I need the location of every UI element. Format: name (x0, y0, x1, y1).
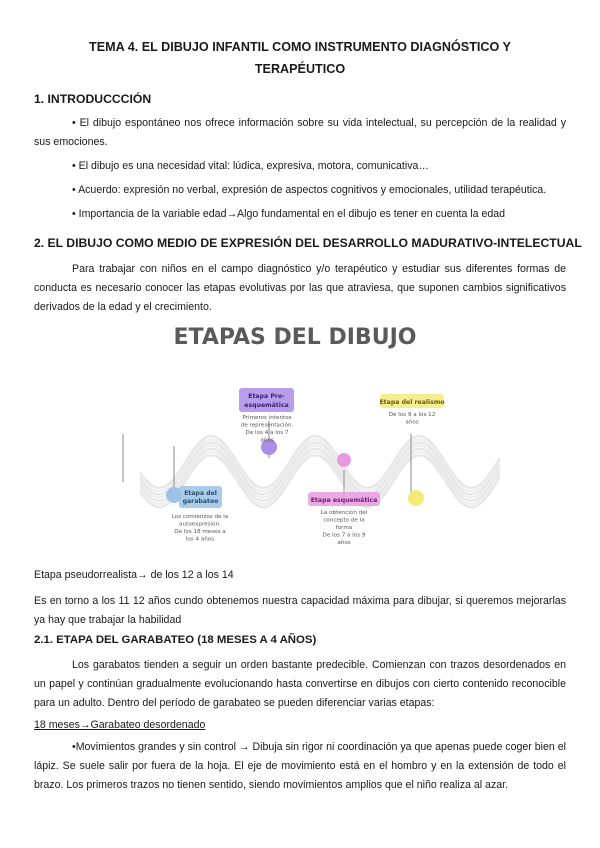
stage-dot-realismo (408, 490, 424, 506)
stage-desc-line: De los 4 a los 7 (245, 430, 289, 436)
stage-desc-line: autoexpresión. (179, 521, 221, 528)
stage-desc-line: Primeros intentos (242, 415, 292, 421)
stage-desc-esquematica (321, 509, 368, 546)
subheading-garabateo-desordenado: 18 meses→Garabateo desordenado (34, 719, 206, 731)
bullet-item: • Importancia de la variable edad→Algo fundamental en el dibujo es tener en cuenta la edad (72, 208, 506, 220)
infographic-title: ETAPAS DEL DIBUJO (173, 325, 417, 350)
stage-label-garabateo-line1: Etapa del (184, 490, 217, 497)
stage-desc-line: De los 7 a los 9 (322, 532, 366, 539)
stage-desc-line: años (260, 437, 274, 444)
bullet-item: • Acuerdo: expresión no verbal, expresión de aspectos cognitivos y emocionales, utilidad terapéutica. (72, 184, 547, 196)
stage-desc-line: años (405, 419, 419, 426)
stage-label-preesquematica-line1: Etapa Pre- (248, 393, 285, 400)
stage-desc-line: de representación. (240, 422, 294, 429)
stage-desc-line: De los 9 a los 12 (388, 412, 436, 418)
stage-desc-preesquematica (241, 415, 294, 444)
stage-desc-line: los 4 años (185, 536, 215, 543)
capacity-paragraph: Es en torno a los 11 12 años cundo obtenemos nuestra capacidad máxima para dibujar, si queremos mejorarlas ya hay que trabajar la habilidad (34, 595, 566, 626)
stage-desc-line: concepto de la (323, 517, 365, 524)
stage-label-preesquematica-line2: esquemática (244, 402, 289, 409)
pseudorrealista-line: Etapa pseudorrealista→ de los 12 a los 14 (34, 569, 234, 581)
section-heading-garabateo: 2.1. ETAPA DEL GARABATEO (18 MESES A 4 AÑOS) (34, 634, 317, 646)
stage-desc-line: años (337, 540, 351, 546)
document-title: TEMA 4. EL DIBUJO INFANTIL COMO INSTRUMENTO DIAGNÓSTICO Y TERAPÉUTICO (89, 40, 511, 76)
stage-dot-esquematica (337, 453, 351, 467)
stage-label-esquematica: Etapa esquemática (310, 497, 378, 504)
stage-desc-garabateo (172, 514, 228, 543)
section2-paragraph: Para trabajar con niños en el campo diagnóstico y/o terapéutico y estudiar sus diferentes formas de conducta es necesario conocer las etapas evolutivas por las que atraviesa, que suponen cambios significativos derivados de la edad y el crecimiento. (34, 263, 566, 313)
garabateo-desordenado-paragraph: •Movimientos grandes y sin control → Dibuja sin rigor ni coordinación ya que apenas puede coger bien el lápiz. Se suele salir por fuera de la hoja. El eje de movimiento está en el hombro y en la extensión de todo el brazo. Los primeros trazos no tienen sentido, siendo movimientos amplios que el niño realiza al azar. (34, 741, 566, 791)
etapas-infographic (100, 310, 500, 560)
bullet-item: • El dibujo espontáneo nos ofrece información sobre su vida intelectual, su percepción de la realidad y sus emociones. (34, 117, 566, 148)
stage-desc-line: Los comienzos de la (171, 514, 229, 520)
etapas-infographic-svg (100, 310, 500, 560)
bullet-item: • El dibujo es una necesidad vital: lúdica, expresiva, motora, comunicativa… (72, 160, 430, 172)
stage-desc-line: De los 18 meses a (174, 529, 226, 535)
section-heading-introduccion: 1. INTRODUCCCIÓN (34, 92, 152, 106)
stage-label-garabateo-line2: garabateo (182, 498, 219, 505)
garabateo-paragraph: Los garabatos tienden a seguir un orden bastante predecible. Comienzan con trazos desordenados en un papel y continúan gradualmente evolucionando hasta convertirse en dibujos con cierto contenido reconocible para un adulto. Dentro del período de garabateo se pueden diferenciar varias etapas: (34, 659, 566, 709)
section-heading-dibujo-expresion: 2. EL DIBUJO COMO MEDIO DE EXPRESIÓN DEL DESARROLLO MADURATIVO-INTELECTUAL (34, 236, 582, 250)
stage-desc-line: forma (335, 525, 353, 531)
stage-desc-realismo (389, 412, 436, 426)
stage-desc-line: La obtención del (320, 510, 368, 516)
stage-label-realismo: Etapa del realismo (379, 399, 445, 406)
